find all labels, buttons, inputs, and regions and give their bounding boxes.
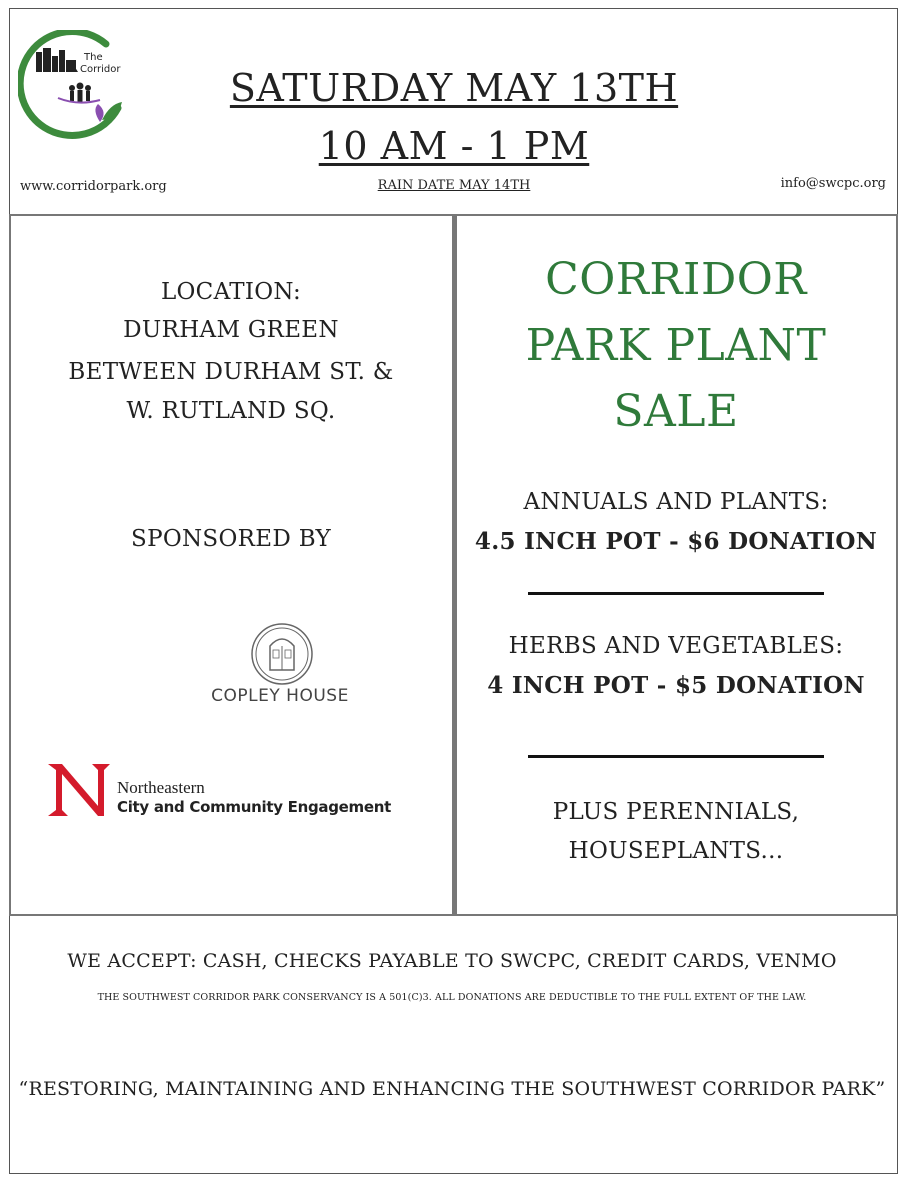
left-column-border <box>9 214 11 916</box>
location-line-2: BETWEEN DURHAM ST. & <box>68 359 394 385</box>
northeastern-logo <box>48 762 114 818</box>
event-time: 10 AM - 1 PM <box>318 124 590 168</box>
location-label: LOCATION: <box>160 279 302 305</box>
website-url[interactable]: www.corridorpark.org <box>20 179 167 194</box>
plus-line-1: PLUS PERENNIALS, <box>552 799 800 825</box>
sale-title-line-1: CORRIDOR <box>545 254 807 305</box>
northeastern-name: Northeastern <box>117 778 205 797</box>
payment-methods: WE ACCEPT: CASH, CHECKS PAYABLE TO SWCPC, CREDIT CARDS, VENMO <box>67 950 837 972</box>
location-line-3: W. RUTLAND SQ. <box>126 398 336 424</box>
column-divider <box>452 214 457 916</box>
tax-disclaimer: THE SOUTHWEST CORRIDOR PARK CONSERVANCY IS A 501(C)3. ALL DONATIONS ARE DEDUCTIBLE TO THE FULL EXTENT OF THE LAW. <box>97 992 807 1003</box>
contact-email[interactable]: info@swcpc.org <box>780 176 886 191</box>
logo-text-line1: The <box>84 52 103 63</box>
event-date: SATURDAY MAY 13TH <box>229 66 679 110</box>
corridor-logo <box>18 30 130 142</box>
location-line-1: DURHAM GREEN <box>123 317 339 343</box>
sponsored-by-label: SPONSORED BY <box>131 526 331 552</box>
category-annuals: ANNUALS AND PLANTS: <box>523 489 829 515</box>
logo-text-line2: Corridor <box>80 64 121 75</box>
sale-title-line-3: SALE <box>613 386 739 437</box>
plus-line-2: HOUSEPLANTS... <box>568 838 784 864</box>
copley-house-name: COPLEY HOUSE <box>211 686 349 706</box>
northeastern-department: City and Community Engagement <box>117 798 391 816</box>
right-column-border <box>896 214 898 916</box>
price-herbs: 4 INCH POT - $5 DONATION <box>487 672 865 699</box>
price-divider-2 <box>528 755 824 758</box>
rain-date: RAIN DATE MAY 14TH <box>377 178 531 193</box>
category-herbs: HERBS AND VEGETABLES: <box>508 633 844 659</box>
mission-quote: “RESTORING, MAINTAINING AND ENHANCING THE SOUTHWEST CORRIDOR PARK” <box>18 1078 886 1100</box>
price-annuals: 4.5 INCH POT - $6 DONATION <box>474 528 878 555</box>
sale-title-line-2: PARK PLANT <box>525 320 827 371</box>
price-divider-1 <box>528 592 824 595</box>
